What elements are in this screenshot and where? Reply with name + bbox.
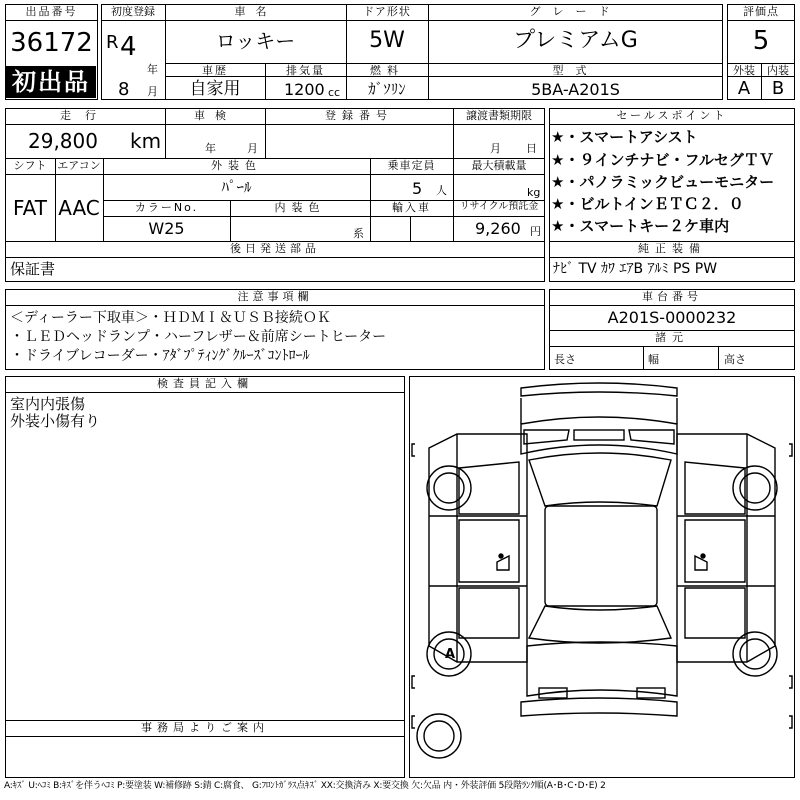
seats: 5 — [412, 179, 423, 198]
equipment-label: 純正装備 — [638, 242, 706, 255]
sales-point-item: ★・９インチナビ・フルセグＴＶ — [551, 151, 774, 169]
score-label: 評価点 — [743, 5, 779, 18]
chassis-number: A201S-0000232 — [607, 308, 737, 327]
note-line: ・ＬＥＤヘッドランプ・ハーフレザー＆前席シートヒーター — [10, 329, 387, 345]
grade: プレミアムG — [513, 28, 638, 53]
color-number: W25 — [148, 219, 185, 238]
exterior-color: ﾊﾟｰﾙ — [221, 178, 252, 196]
inspector-note: 外装小傷有り — [10, 412, 101, 430]
history-label: 車歴 — [202, 64, 228, 77]
score: 5 — [752, 26, 770, 56]
era: R — [106, 32, 119, 53]
shift-label: シフト — [13, 159, 47, 172]
doors-label: ドア形状 — [363, 5, 411, 18]
model-label: 型式 — [552, 64, 599, 77]
recycle-deposit-label: リサイクル預託金 — [459, 201, 539, 212]
recycle-deposit: 9,260 — [475, 219, 521, 238]
interior-color-label: 内装色 — [274, 201, 326, 214]
dimensions-label: 諸元 — [655, 331, 689, 344]
seats-unit: 人 — [436, 184, 447, 197]
first-listing-badge: 初出品 — [6, 66, 96, 98]
equipment: ﾅﾋﾞ TV ｶﾜ ｴｱB ｱﾙﾐ PS PW — [553, 261, 718, 277]
inspection-month-unit: 月 — [247, 142, 258, 155]
history: 自家用 — [189, 79, 241, 99]
sales-point-item: ★・スマートキー２ケ車内 — [551, 217, 730, 235]
transfer-month-unit: 月 — [490, 142, 501, 155]
registration-year: 4 — [120, 32, 137, 62]
car-name: ロッキー — [215, 29, 296, 53]
shift: FAT — [12, 196, 47, 220]
chassis-number-label: 車台番号 — [642, 290, 702, 303]
sales-points-label: セールスポイント — [616, 109, 728, 122]
displacement-unit: cc — [328, 86, 341, 99]
ac-label: エアコン — [57, 159, 101, 172]
doors: 5W — [369, 28, 405, 53]
year-unit: 年 — [147, 63, 158, 76]
later-parts: 保証書 — [10, 260, 56, 278]
max-load-unit: kg — [527, 186, 541, 199]
inspection-year-unit: 年 — [205, 142, 216, 155]
width-label: 幅 — [648, 353, 659, 366]
seats-label: 乗車定員 — [387, 159, 436, 172]
fuel: ｶﾞｿﾘﾝ — [368, 80, 406, 98]
listing-number: 36172 — [10, 28, 93, 58]
exterior-color-label: 外装色 — [211, 159, 262, 172]
sales-point-item: ★・パノラミックビューモニター — [551, 173, 775, 191]
inspector-note: 室内内張傷 — [10, 395, 86, 413]
note-line: ・ドライブレコーダー・ｱﾀﾞﾌﾟﾃｨﾝｸﾞｸﾙｰｽﾞｺﾝﾄﾛｰﾙ — [10, 348, 310, 364]
month-unit: 月 — [147, 85, 158, 98]
car-body-diagram — [409, 376, 795, 778]
air-conditioner: AAC — [58, 196, 100, 220]
length-label: 長さ — [554, 353, 576, 366]
damage-mark-a: A — [445, 647, 456, 662]
mileage-unit: km — [130, 129, 162, 153]
listing-number-label: 出品番号 — [25, 5, 78, 18]
interior-grade: B — [771, 78, 785, 99]
displacement-label: 排気量 — [286, 64, 325, 77]
notes-label: 注意事項欄 — [237, 290, 313, 303]
exterior-label: 外装 — [733, 64, 755, 77]
legend: A:ｷｽﾞ U:ﾍｺﾐ B:ｷｽﾞを伴うﾍｺﾐ P:要塗装 W:補修跡 S:錆 C:腐食、 G:ﾌﾛﾝﾄｶﾞﾗｽ点ｷｽﾞ XX:交換済み X:要交換 欠:欠品 内・外装評価 5段階ﾗﾝｸ順(A･B･C･D･E) 2 — [4, 781, 606, 791]
height-label: 高さ — [724, 353, 746, 366]
grade-label: グレード — [529, 5, 622, 18]
interior-label: 内装 — [767, 64, 789, 77]
max-load-label: 最大積載量 — [471, 159, 527, 172]
interior-color-unit: 系 — [353, 227, 364, 240]
inspection-label: 車検 — [194, 109, 236, 122]
color-number-label: カラーNo. — [134, 201, 199, 214]
note-line: ＜ディーラー下取車＞・ＨＤＭＩ＆ＵＳＢ接続ＯＫ — [10, 310, 331, 326]
displacement: 1200 — [284, 80, 325, 99]
first-registration-label: 初度登録 — [111, 5, 155, 18]
exterior-grade: A — [737, 78, 751, 99]
sales-point-item: ★・ビルトインＥＴＣ２．０ — [551, 195, 744, 213]
later-parts-label: 後日発送部品 — [230, 242, 320, 255]
model: 5BA-A201S — [531, 80, 620, 99]
import-label: 輸入車 — [392, 201, 431, 214]
fuel-label: 燃料 — [370, 64, 404, 77]
recycle-deposit-unit: 円 — [530, 225, 541, 238]
transfer-deadline-label: 譲渡書類期限 — [466, 109, 532, 122]
inspector-notes-label: 検査員記入欄 — [157, 377, 253, 390]
plate-number-label: 登録番号 — [325, 109, 393, 122]
registration-month: 8 — [118, 79, 130, 100]
inspector-box — [5, 376, 405, 778]
transfer-day-unit: 日 — [526, 142, 537, 155]
office-notice-label: 事務局よりご案内 — [141, 721, 269, 734]
mileage-label: 走行 — [60, 109, 110, 122]
mileage: 29,800 — [28, 129, 98, 153]
car-name-label: 車名 — [234, 5, 277, 18]
sales-point-item: ★・スマートアシスト — [551, 128, 698, 146]
